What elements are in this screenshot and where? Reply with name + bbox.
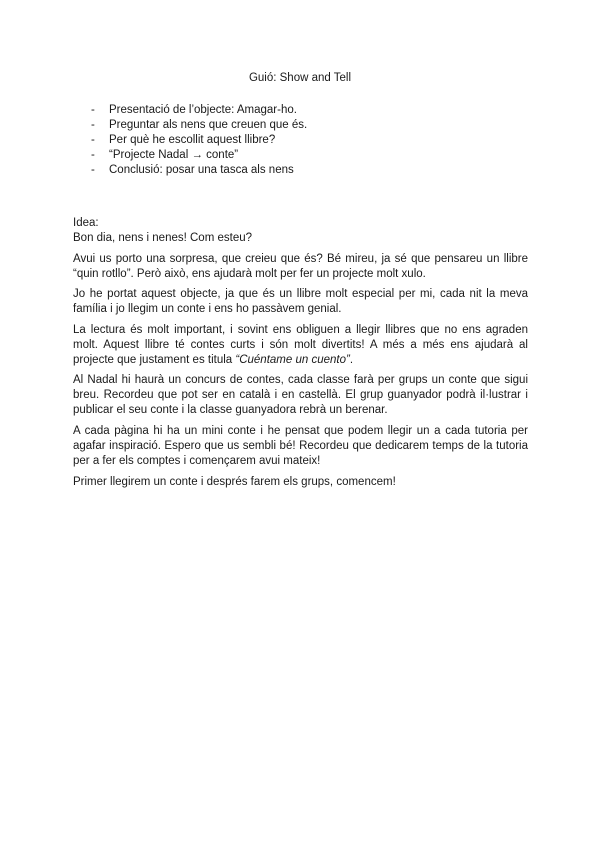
paragraph-tutoring: A cada pàgina hi ha un mini conte i he pensat que podem llegir un a cada tutoria per agafar inspiració. Espero que us sembli bé! Recordeu que dedicarem temps de la tutoria per a fer els comptes i començarem avui mateix! — [73, 424, 528, 467]
outline-item — [91, 148, 307, 163]
greeting-line: Bon dia, nens i nenes! Com esteu? — [73, 232, 253, 244]
outline-item-text: Presentació de l’objecte: Amagar-ho. — [109, 104, 297, 116]
paragraph-reading — [73, 323, 528, 368]
document-title: Guió: Show and Tell — [248, 72, 352, 84]
paragraph-special-book: Jo he portat aquest objecte, ja que és un llibre molt especial per mi, cada nit la meva família i jo llegim un conte i ens ho passàvem genial. — [73, 288, 528, 316]
dash-bullet: - — [91, 104, 95, 116]
idea-label: Idea: — [73, 217, 99, 229]
outline-item — [91, 118, 307, 133]
paragraph-reading-text: La lectura és molt important, i sovint ens obliguen a llegir llibres que no ens agraden molt. Aquest llibre té contes curts i són molt divertits! A més a més ens ajudarà al projecte que justament es titula — [73, 323, 528, 366]
dash-bullet: - — [91, 149, 95, 161]
paragraph-surprise: Avui us porto una sorpresa, que creieu que és? Bé mireu, ja sé que pensareu un llibre “quin rotllo”. Però això, ens ajudarà molt per fer un projecte molt xulo. — [73, 252, 528, 280]
outline-item — [91, 163, 307, 178]
outline-item-text: “Projecte Nadal → conte” — [109, 149, 239, 161]
project-title: “Cuéntame un cuento” — [235, 353, 350, 366]
outline-item-text: Conclusió: posar una tasca als nens — [109, 164, 294, 176]
outline-item — [91, 103, 307, 118]
dash-bullet: - — [91, 134, 95, 146]
outline-item — [91, 133, 307, 148]
dash-bullet: - — [91, 119, 95, 131]
paragraph-contest: Al Nadal hi haurà un concurs de contes, cada classe farà per grups un conte que sigui breu. Recordeu que pot ser en català i en castellà. El grup guanyador podrà il·lustrar i publicar el seu conte i la classe guanyadora rebrà un berenar. — [73, 374, 528, 417]
dash-bullet: - — [91, 164, 95, 176]
outline-item-text: Per què he escollit aquest llibre? — [109, 134, 276, 146]
paragraph-closing: Primer llegirem un conte i després farem els grups, comencem! — [73, 475, 396, 488]
outline-item-text: Preguntar als nens que creuen que és. — [109, 119, 308, 131]
script-outline-list — [91, 103, 307, 178]
paragraph-reading-end: . — [349, 353, 354, 366]
idea-section — [73, 216, 528, 495]
